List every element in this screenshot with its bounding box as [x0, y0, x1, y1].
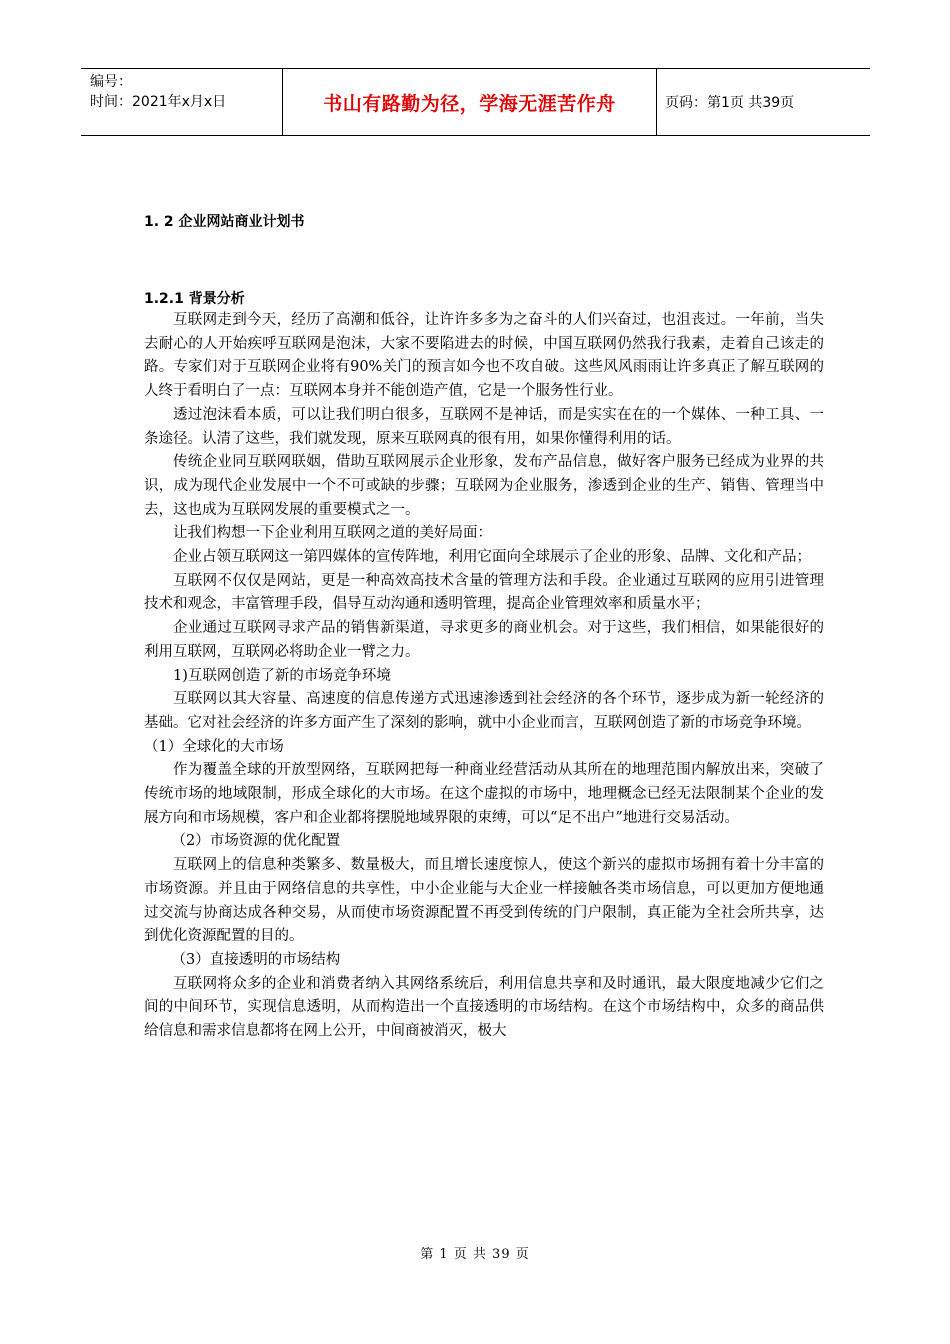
- header-page-info: 页码：第1页 共39页: [665, 95, 795, 111]
- subheading-item: （2）市场资源的优化配置: [171, 833, 341, 850]
- body-paragraph: 互联网将众多的企业和消费者纳入其网络系统后，利用信息共享和及时通讯，最大限度地减少它们之间的中间环节，实现信息透明，从而构造出一个直接透明的市场结构。在这个市场结构中，众多的商品供给信息和需求信息都将在网上公开，中间商被消灭，极大: [144, 975, 824, 1040]
- subheading-item: 1)互联网创造了新的市场竞争环境: [173, 667, 391, 684]
- body-paragraph: 作为覆盖全球的开放型网络，互联网把每一种商业经营活动从其所在的地理范围内解放出来，突破了传统市场的地域限制，形成全球化的大市场。在这个虚拟的市场中，地理概念已经无法限制某个企业的发展方向和市场规模，客户和企业都将摆脱地域界限的束缚，可以“足不出户”地进行交易活动。: [144, 762, 824, 826]
- header-meta-cell: [81, 69, 283, 135]
- section-title: 1. 2 企业网站商业计划书: [144, 214, 305, 230]
- body-paragraph: 企业通过互联网寻求产品的销售新渠道，寻求更多的商业机会。对于这些，我们相信，如果能很好的利用互联网，互联网必将助企业一臂之力。: [144, 620, 824, 660]
- document-number-label: 编号：: [90, 74, 132, 90]
- page-footer: 第 1 页 共 39 页: [420, 1247, 530, 1262]
- header-motto: 书山有路勤为径，学海无涯苦作舟: [283, 69, 657, 135]
- subsection-title: 1.2.1 背景分析: [144, 291, 245, 307]
- document-body: [144, 309, 824, 1044]
- document-date-label: 时间：2021年x月x日: [90, 94, 227, 110]
- body-paragraph: 透过泡沫看本质，可以让我们明白很多，互联网不是神话，而是实实在在的一个媒体、一种工具、一条途径。认清了这些，我们就发现，原来互联网真的很有用，如果你懂得利用的话。: [144, 406, 824, 447]
- body-paragraph: 互联网走到今天，经历了高潮和低谷，让许许多多为之奋斗的人们兴奋过，也沮丧过。一年前，当失去耐心的人开始疾呼互联网是泡沫，大家不要陷进去的时候，中国互联网仍然我行我素，走着自己该走的路。专家们对于互联网企业将有90%关门的预言如今也不攻自破。这些风风雨雨让许多真正了解互联网的人终于看明白了一点：互联网本身并不能创造产值，它是一个服务性行业。: [144, 312, 824, 400]
- body-paragraph: 互联网不仅仅是网站，更是一种高效高技术含量的管理方法和手段。企业通过互联网的应用引进管理技术和观念，丰富管理手段，倡导互动沟通和透明管理，提高企业管理效率和质量水平；: [144, 572, 824, 613]
- body-paragraph: 企业占领互联网这一第四媒体的宣传阵地，利用它面向全球展示了企业的形象、品牌、文化和产品；: [173, 549, 811, 566]
- body-paragraph: 传统企业同互联网联姻，借助互联网展示企业形象，发布产品信息，做好客户服务已经成为业界的共识，成为现代企业发展中一个不可或缺的步骤；互联网为企业服务，渗透到企业的生产、销售、管理当中去，这也成为互联网发展的重要模式之一。: [144, 454, 824, 518]
- body-paragraph: 互联网上的信息种类繁多、数量极大，而且增长速度惊人，使这个新兴的虚拟市场拥有着十分丰富的市场资源。并且由于网络信息的共享性，中小企业能与大企业一样接触各类市场信息，可以更加方便地通过交流与协商达成各种交易，从而使市场资源配置不再受到传统的门户限制，真正能为全社会所共享，达到优化资源配置的目的。: [144, 857, 824, 945]
- body-paragraph: 互联网以其大容量、高速度的信息传递方式迅速渗透到社会经济的各个环节，逐步成为新一轮经济的基础。它对社会经济的许多方面产生了深刻的影响，就中小企业而言，互联网创造了新的市场竞争环境。: [144, 691, 824, 731]
- subheading-item: （1）全球化的大市场: [144, 738, 284, 755]
- subheading-item: （3）直接透明的市场结构: [171, 951, 341, 968]
- page-header: [81, 68, 870, 136]
- body-paragraph: 让我们构想一下企业利用互联网之道的美好局面：: [173, 525, 492, 542]
